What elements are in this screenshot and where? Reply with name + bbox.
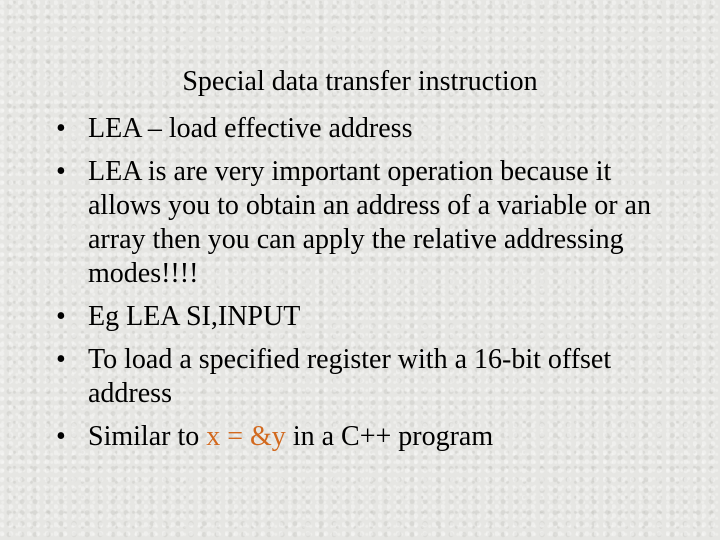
- bullet-item: [56, 155, 676, 291]
- bullet-item: [56, 343, 676, 411]
- bullet-icon: •: [56, 156, 66, 187]
- bullet-icon: •: [56, 421, 66, 452]
- bullet-icon: •: [56, 301, 66, 332]
- bullet-text: LEA is are very important operation because it allows you to obtain an address of a variable or an array then you can apply the relative addressing modes!!!!: [88, 156, 651, 289]
- bullet-icon: •: [56, 344, 66, 375]
- code-highlight: x = &y: [206, 421, 286, 452]
- bullet-text: Eg LEA SI,INPUT: [88, 301, 301, 332]
- bullet-item: [56, 420, 676, 454]
- bullet-item: [56, 300, 676, 334]
- bullet-text: To load a specified register with a 16-bit offset address: [88, 344, 612, 409]
- bullet-text-suffix: in a C++ program: [285, 421, 494, 452]
- bullet-item: [56, 112, 676, 146]
- slide-title: Special data transfer instruction: [182, 66, 538, 97]
- bullet-icon: •: [56, 113, 66, 144]
- bullet-text-prefix: Similar to: [88, 421, 207, 452]
- bullet-list: [56, 112, 676, 463]
- bullet-text: LEA – load effective address: [88, 113, 413, 144]
